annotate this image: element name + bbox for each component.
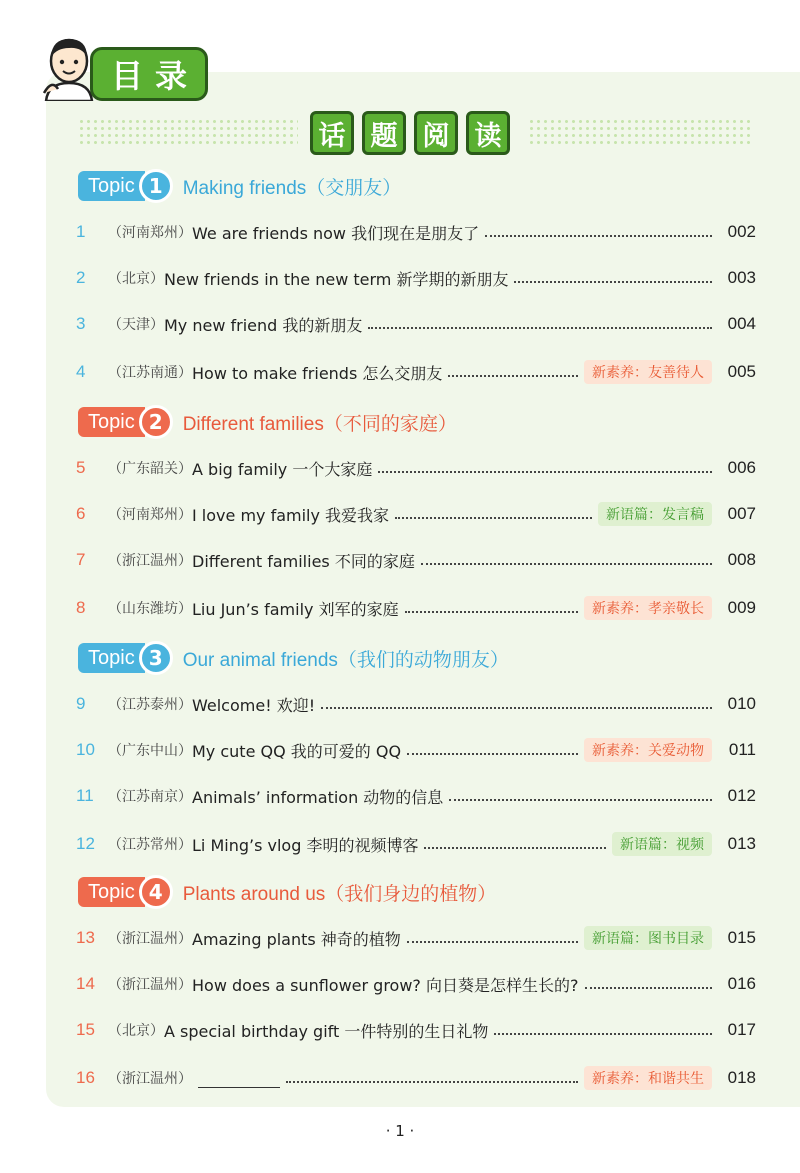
topic-number: 4 [139, 875, 173, 909]
entry-number: 7 [76, 550, 86, 569]
topic-tag [78, 642, 173, 674]
toc-entry[interactable] [76, 500, 756, 528]
dot-leader [424, 838, 606, 849]
entry-page-number: 016 [727, 974, 756, 993]
topic-number: 1 [139, 169, 173, 203]
entry-title: A special birthday gift 一件特别的生日礼物 [164, 1021, 489, 1041]
entry-badge: 新语篇：图书目录 [584, 926, 712, 950]
topic-tag-label: Topic [78, 877, 145, 907]
entry-number: 8 [76, 598, 86, 617]
entry-page-number: 013 [727, 834, 756, 853]
entry-location: （浙江温州） [108, 977, 192, 993]
dot-leader [405, 602, 578, 613]
entry-number: 14 [76, 974, 95, 993]
toc-entry[interactable] [76, 924, 756, 952]
entry-number: 11 [76, 786, 94, 805]
entry-page-number: 002 [727, 222, 756, 241]
toc-entry[interactable] [76, 264, 756, 292]
dot-leader [395, 508, 592, 519]
entry-page-number: 012 [727, 786, 756, 805]
page-number: · 1 · [385, 1122, 415, 1140]
dot-pattern-right [528, 118, 753, 148]
entry-number: 13 [76, 928, 95, 947]
section-title-char: 题 [362, 111, 406, 155]
section-title-char: 阅 [414, 111, 458, 155]
catalog-title-box [90, 47, 208, 101]
entry-page-number: 008 [727, 550, 756, 569]
topic-heading [78, 874, 496, 910]
entry-page-number: 005 [727, 362, 756, 381]
entry-title: A big family 一个大家庭 [192, 459, 373, 479]
entry-page-number: 015 [727, 928, 756, 947]
dot-leader [421, 554, 712, 565]
topic-tag-label: Topic [78, 407, 145, 437]
entry-page-number: 011 [728, 740, 756, 759]
entry-number: 2 [76, 268, 86, 287]
entry-page-number: 006 [727, 458, 756, 477]
entry-number: 4 [76, 362, 86, 381]
toc-entry[interactable] [76, 1064, 756, 1092]
toc-entry[interactable] [76, 310, 756, 338]
topic-heading [78, 404, 457, 440]
section-title [310, 111, 510, 155]
entry-number: 16 [76, 1068, 95, 1087]
topic-tag-label: Topic [78, 643, 145, 673]
entry-number: 9 [76, 694, 86, 713]
toc-entry[interactable] [76, 736, 756, 764]
catalog-title-char: 录 [155, 57, 188, 95]
entry-badge: 新素养：孝亲敬长 [584, 596, 712, 620]
dot-leader [407, 744, 578, 755]
catalog-title-char: 目 [110, 57, 143, 95]
dot-leader [485, 226, 712, 237]
toc-entry[interactable] [76, 830, 756, 858]
toc-entry[interactable] [76, 1016, 756, 1044]
entry-number: 12 [76, 834, 95, 853]
entry-title: How to make friends 怎么交朋友 [192, 363, 443, 383]
dot-leader [585, 978, 712, 989]
toc-entry[interactable] [76, 454, 756, 482]
toc-entry[interactable] [76, 218, 756, 246]
toc-entry[interactable] [76, 690, 756, 718]
entry-title: Animals’ information 动物的信息 [192, 787, 444, 807]
entry-page-number: 017 [727, 1020, 756, 1039]
dot-leader [407, 932, 578, 943]
entry-badge: 新素养：友善待人 [584, 360, 712, 384]
dot-leader [514, 272, 712, 283]
entry-page-number: 004 [727, 314, 756, 333]
entry-badge: 新素养：关爱动物 [584, 738, 712, 762]
topic-heading [78, 168, 401, 204]
entry-title: How does a sunflower grow? 向日葵是怎样生长的? [192, 975, 579, 995]
entry-title: Amazing plants 神奇的植物 [192, 929, 401, 949]
entry-number: 6 [76, 504, 86, 523]
section-title-char: 读 [466, 111, 510, 155]
topic-tag [78, 876, 173, 908]
entry-title: Liu Jun’s family 刘军的家庭 [192, 599, 399, 619]
entry-title: Welcome! 欢迎! [192, 695, 316, 715]
entry-location: （河南郑州） [108, 507, 192, 523]
topic-title: Making friends（交朋友） [182, 177, 402, 199]
topic-title: Plants around us（我们身边的植物） [182, 883, 497, 905]
entry-location: （浙江温州） [108, 553, 192, 569]
entry-page-number: 010 [727, 694, 756, 713]
toc-entry[interactable] [76, 970, 756, 998]
entry-blank-line [198, 1069, 280, 1088]
topic-tag [78, 170, 173, 202]
entry-badge: 新语篇：发言稿 [598, 502, 712, 526]
entry-title: My cute QQ 我的可爱的 QQ [192, 741, 402, 761]
entry-title: My new friend 我的新朋友 [164, 315, 363, 335]
dot-leader [448, 366, 578, 377]
entry-badge: 新素养：和谐共生 [584, 1066, 712, 1090]
entry-location: （北京） [108, 1023, 164, 1039]
entry-location: （广东韶关） [108, 461, 192, 477]
entry-title: We are friends now 我们现在是朋友了 [192, 223, 480, 243]
entry-number: 3 [76, 314, 86, 333]
entry-location: （江苏南京） [108, 789, 192, 805]
entry-page-number: 003 [727, 268, 756, 287]
entry-location: （广东中山） [108, 743, 192, 759]
topic-heading [78, 640, 509, 676]
topic-number: 2 [139, 405, 173, 439]
section-title-char: 话 [310, 111, 354, 155]
topic-title: Different families（不同的家庭） [182, 413, 457, 435]
entry-number: 10 [76, 740, 95, 759]
topic-tag [78, 406, 173, 438]
dot-leader [368, 318, 712, 329]
entry-number: 1 [76, 222, 86, 241]
entry-location: （山东潍坊） [108, 601, 192, 617]
entry-title: New friends in the new term 新学期的新朋友 [164, 269, 509, 289]
entry-title: I love my family 我爱我家 [192, 505, 390, 525]
entry-number: 15 [76, 1020, 95, 1039]
dot-leader [286, 1072, 578, 1083]
entry-location: （河南郑州） [108, 225, 192, 241]
entry-badge: 新语篇：视频 [612, 832, 712, 856]
entry-title: Different families 不同的家庭 [192, 551, 415, 571]
topic-number: 3 [139, 641, 173, 675]
entry-location: （北京） [108, 271, 164, 287]
dot-leader [494, 1024, 712, 1035]
entry-location: （江苏泰州） [108, 697, 192, 713]
entry-page-number: 007 [727, 504, 756, 523]
entry-number: 5 [76, 458, 86, 477]
toc-entry[interactable] [76, 546, 756, 574]
toc-entry[interactable] [76, 782, 756, 810]
topic-tag-label: Topic [78, 171, 145, 201]
entry-page-number: 018 [727, 1068, 756, 1087]
entry-location: （浙江温州） [108, 1071, 192, 1087]
dot-leader [321, 698, 712, 709]
dot-leader [449, 790, 712, 801]
dot-leader [378, 462, 712, 473]
entry-location: （浙江温州） [108, 931, 192, 947]
dot-pattern-left [78, 118, 298, 148]
toc-entry[interactable] [76, 594, 756, 622]
toc-entry[interactable] [76, 358, 756, 386]
entry-title: Li Ming’s vlog 李明的视频博客 [192, 835, 419, 855]
entry-page-number: 009 [727, 598, 756, 617]
entry-location: （江苏常州） [108, 837, 192, 853]
entry-location: （江苏南通） [108, 365, 192, 381]
topic-title: Our animal friends（我们的动物朋友） [182, 649, 509, 671]
entry-location: （天津） [108, 317, 164, 333]
